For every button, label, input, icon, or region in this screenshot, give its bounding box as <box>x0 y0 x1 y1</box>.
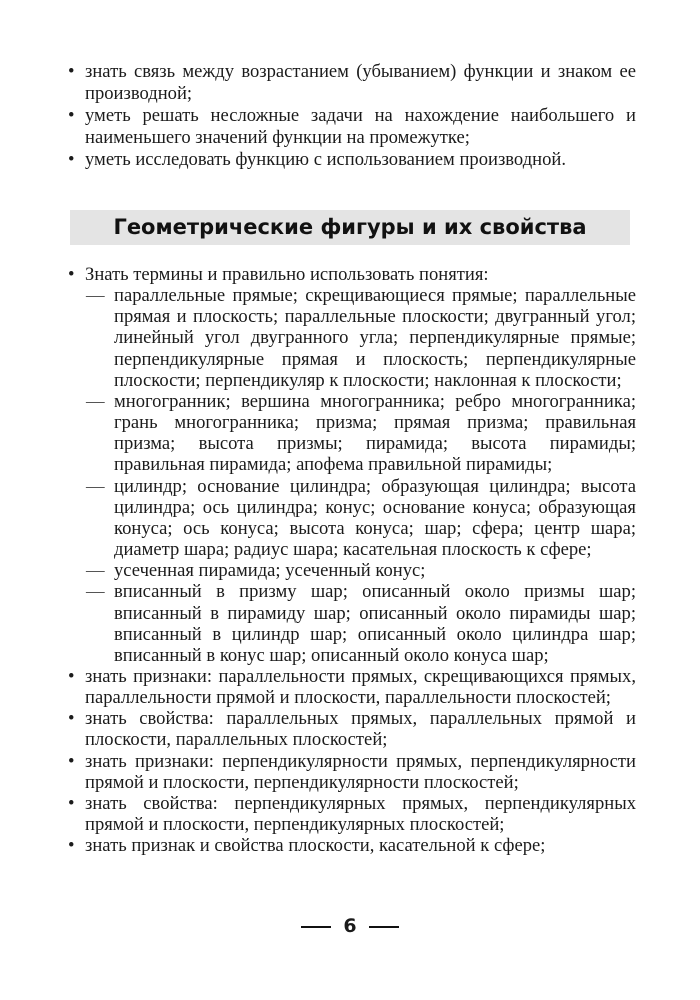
concepts-sublist <box>68 285 636 666</box>
top-bullet-list <box>68 61 636 171</box>
footer-dash-left <box>301 926 331 928</box>
sublist-item: — параллельные прямые; скрещивающиеся прямые; параллельные прямая и плоскость; параллельные плоскости; двугранный угол; линейный угол двугранного угла; перпендикулярные прямые; перпендикулярные прямая и плоскость; перпендикулярные плоскости; перпендикуляр к плоскости; наклонная к плоскости; <box>114 285 636 391</box>
list-item: • знать признаки: параллельности прямых, скрещивающихся прямых, параллельности прямой и плоскости, параллельности плоскостей; <box>68 666 636 708</box>
sublist-item: — цилиндр; основание цилиндра; образующая цилиндра; высота цилиндра; ось цилиндра; конус; основание конуса; образующая конуса; ось конуса; высота конуса; шар; сфера; центр шара; диаметр шара; радиус шара; касательная плоскость к сфере; <box>114 476 636 561</box>
page-number: 6 <box>343 915 357 937</box>
list-item: • уметь исследовать функцию с использованием производной. <box>68 149 636 171</box>
section-title: Геометрические фигуры и их свойства <box>113 215 587 239</box>
sublist-item: — многогранник; вершина многогранника; ребро многогранника; грань многогранника; призма; прямая призма; правильная призма; высота призмы; пирамида; высота пирамиды; правильная пирамида; апофема правильной пирамиды; <box>114 391 636 476</box>
list-item-intro: Знать термины и правильно использовать понятия: <box>85 264 489 285</box>
list-item: • уметь решать несложные задачи на нахождение наибольшего и наименьшего значений функции на промежутке; <box>68 105 636 149</box>
list-item: • знать свойства: параллельных прямых, параллельных прямой и плоскости, параллельных плоскостей; <box>68 708 636 750</box>
footer-dash-right <box>369 926 399 928</box>
section-heading <box>70 210 630 245</box>
list-item: • знать признаки: перпендикулярности прямых, перпендикулярности прямой и плоскости, перпендикулярности плоскостей; <box>68 751 636 793</box>
list-item <box>68 264 636 285</box>
list-item: • знать связь между возрастанием (убыванием) функции и знаком ее производной; <box>68 61 636 105</box>
list-item: • знать свойства: перпендикулярных прямых, перпендикулярных прямой и плоскости, перпендикулярных плоскостей; <box>68 793 636 835</box>
list-item: • знать признак и свойства плоскости, касательной к сфере; <box>68 835 636 856</box>
page-footer <box>0 914 700 938</box>
sublist-item: — усеченная пирамида; усеченный конус; <box>114 560 636 581</box>
sublist-item: — вписанный в призму шар; описанный около призмы шар; вписанный в пирамиду шар; описанный около пирамиды шар; вписанный в цилиндр шар; описанный около цилиндра шар; вписанный в конус шар; описанный около конуса шар; <box>114 581 636 666</box>
geometry-requirements-list <box>68 264 636 856</box>
